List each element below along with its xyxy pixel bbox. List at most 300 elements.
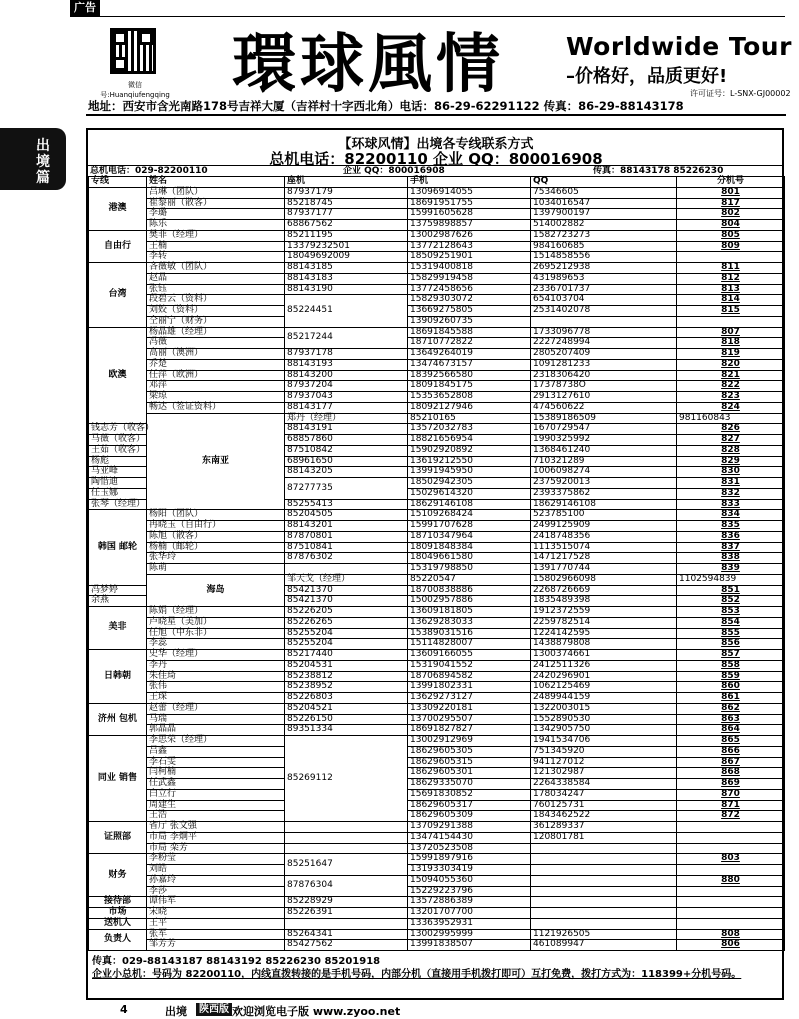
name-cell: 张伟: [147, 682, 285, 693]
table-row: [89, 187, 785, 198]
table-row: [89, 220, 785, 231]
ext-cell: 830: [677, 467, 785, 478]
name-cell: 崔黎丽（散客）: [147, 198, 285, 209]
dept-cell: 财务: [89, 854, 147, 897]
ext-cell: 855: [677, 628, 785, 639]
name-cell: 吝薇敏（团队）: [147, 263, 285, 274]
name-cell: 郑丹（经理）: [285, 413, 408, 424]
seat-cell: 85251647: [285, 854, 408, 876]
mobile-cell: 15002957886: [408, 596, 531, 607]
mobile-cell: 15319041552: [408, 660, 531, 671]
name-cell: 樊菲（经理）: [147, 230, 285, 241]
qq-cell: 17378738O: [531, 381, 677, 392]
ext-cell: 833: [677, 499, 785, 510]
qq-cell: 523785100: [531, 510, 677, 521]
seat-cell: 85211195: [285, 230, 408, 241]
name-cell: 高丽（澳洲）: [147, 349, 285, 360]
address-rule: [86, 114, 786, 116]
ext-cell: 860: [677, 682, 785, 693]
ext-cell: 805: [677, 230, 785, 241]
qq-cell: 1912372559: [531, 607, 677, 618]
seat-cell: 87870801: [285, 531, 408, 542]
name-cell: 王琛: [147, 693, 285, 704]
dept-cell: 自由行: [89, 230, 147, 262]
table-row: [89, 370, 785, 381]
seat-cell: 68857860: [285, 435, 408, 446]
table-row: [89, 714, 785, 725]
mobile-cell: 15229223796: [408, 886, 531, 897]
name-cell: 冯薇: [147, 338, 285, 349]
qq-cell: 981160843: [677, 413, 785, 424]
qq-cell: 2264338584: [531, 779, 677, 790]
mobile-cell: 18629605305: [408, 746, 531, 757]
seat-cell: 88143205: [285, 467, 408, 478]
seat-cell: 18049692009: [285, 252, 408, 263]
info-phone: 总机电话：029-82200110: [90, 166, 208, 176]
qq-cell: 121302987: [531, 768, 677, 779]
mobile-cell: 18092127946: [408, 402, 531, 413]
seat-cell: 13379232501: [285, 241, 408, 252]
seat-cell: 85210165: [408, 413, 531, 424]
table-title: 【环球风情】出境各专线联系方式: [338, 137, 534, 152]
table-row: [89, 660, 785, 671]
name-cell: 李蕊: [147, 639, 285, 650]
name-cell: 李思荣（经理）: [147, 736, 285, 747]
qq-cell: 1121926505: [531, 929, 677, 940]
name-cell: 仝丽宁（财务）: [147, 316, 285, 327]
dept-cell: 同业 销售: [89, 736, 147, 822]
name-cell: 冉晓玉（自由行）: [147, 521, 285, 532]
mobile-cell: 13096914055: [408, 187, 531, 198]
ext-cell: 822: [677, 381, 785, 392]
table-header-row: [89, 177, 785, 188]
name-cell: 朱佳琦: [147, 671, 285, 682]
qq-cell: [531, 918, 677, 929]
col-qq: QQ: [531, 177, 677, 188]
ext-cell: 857: [677, 650, 785, 661]
mobile-cell: 13002987626: [408, 230, 531, 241]
table-row: [89, 811, 785, 822]
seat-cell: 85218745: [285, 198, 408, 209]
seat-cell: 85421370: [285, 596, 408, 607]
name-cell: 任武鑫: [147, 779, 285, 790]
qq-cell: 1397900197: [531, 209, 677, 220]
dept-cell: 韩国 邮轮: [89, 510, 147, 585]
qq-cell: 1835489398: [531, 596, 677, 607]
qq-cell: 2268726669: [531, 585, 677, 596]
name-cell: 张华玲: [147, 553, 285, 564]
ext-cell: 821: [677, 370, 785, 381]
table-row: [89, 273, 785, 284]
seat-cell: 85204531: [285, 660, 408, 671]
table-row: [89, 736, 785, 747]
table-row: [89, 757, 785, 768]
ext-cell: 837: [677, 542, 785, 553]
name-cell: 史华（经理）: [147, 650, 285, 661]
qr-caption: 微信号:Huanqiufengqing: [100, 81, 170, 99]
seat-cell: 88143190: [285, 284, 408, 295]
ext-cell: 871: [677, 800, 785, 811]
mobile-cell: 15902920892: [408, 445, 531, 456]
table-row: [89, 349, 785, 360]
ext-cell: 803: [677, 854, 785, 865]
qq-cell: 1733096778: [531, 327, 677, 338]
mobile-cell: 13991945950: [408, 467, 531, 478]
mobile-cell: 13772128643: [408, 241, 531, 252]
mobile-cell: 15389031516: [408, 628, 531, 639]
name-cell: 余燕: [89, 596, 147, 607]
qq-cell: [531, 865, 677, 876]
name-cell: 刘姣（资料）: [147, 306, 285, 317]
mobile-cell: 18710347964: [408, 531, 531, 542]
seat-cell: 87937204: [285, 381, 408, 392]
name-cell: 陈萌: [147, 564, 285, 575]
qq-cell: 2412511326: [531, 660, 677, 671]
mobile-cell: 15319400818: [408, 263, 531, 274]
ext-cell: 854: [677, 617, 785, 628]
name-cell: 刘皓: [147, 865, 285, 876]
table-row: [89, 617, 785, 628]
qq-cell: 120801781: [531, 832, 677, 843]
table-row: [89, 639, 785, 650]
ext-cell: [677, 886, 785, 897]
name-cell: 冯梦婷: [89, 585, 147, 596]
qq-cell: 941127012: [531, 757, 677, 768]
name-cell: 任玉娜: [89, 488, 147, 499]
ext-cell: [677, 865, 785, 876]
qq-cell: 654103704: [531, 295, 677, 306]
ext-cell: 812: [677, 273, 785, 284]
dept-cell: 欧澳: [89, 327, 147, 424]
mobile-cell: 18821656954: [408, 435, 531, 446]
qq-cell: 751345920: [531, 746, 677, 757]
ext-cell: 880: [677, 875, 785, 886]
mobile-cell: 13991802331: [408, 682, 531, 693]
table-row: [89, 768, 785, 779]
ext-cell: [677, 918, 785, 929]
table-row: [89, 263, 785, 274]
name-cell: 邹天戈（经理）: [285, 574, 408, 585]
dept-cell: 接待部: [89, 897, 147, 908]
mobile-cell: 15389186509: [531, 413, 677, 424]
name-cell: 马薇（收客）: [89, 435, 147, 446]
seat-cell: 85238812: [285, 671, 408, 682]
table-row: [89, 897, 785, 908]
name-cell: 陈娟（经理）: [147, 607, 285, 618]
name-cell: 杨楠（邮轮）: [147, 542, 285, 553]
seat-cell: [285, 832, 408, 843]
mobile-cell: 18091845175: [408, 381, 531, 392]
ext-cell: 818: [677, 338, 785, 349]
table-row: [89, 209, 785, 220]
seat-cell: 88143193: [285, 359, 408, 370]
table-row: [89, 779, 785, 790]
qq-cell: 75346605: [531, 187, 677, 198]
ext-cell: 832: [677, 488, 785, 499]
seat-cell: 87937179: [285, 187, 408, 198]
table-row: [89, 402, 785, 413]
mobile-cell: 13572032783: [408, 424, 531, 435]
seat-cell: 88143191: [285, 424, 408, 435]
qq-cell: 1990325992: [531, 435, 677, 446]
name-cell: 市局 李炯平: [147, 832, 285, 843]
name-cell: 杨彪: [89, 456, 147, 467]
table-row: [89, 241, 785, 252]
table-row: [89, 564, 785, 575]
mobile-cell: 15691830852: [408, 789, 531, 800]
mobile-cell: 13002995999: [408, 929, 531, 940]
name-cell: 李莎: [147, 886, 285, 897]
mobile-cell: 13609166055: [408, 650, 531, 661]
table-row: [89, 875, 785, 886]
mobile-cell: 15109268424: [408, 510, 531, 521]
contact-table: [88, 176, 785, 951]
ext-cell: [677, 908, 785, 919]
ext-cell: 872: [677, 811, 785, 822]
table-row: [89, 327, 785, 338]
table-row: [89, 295, 785, 306]
ext-cell: [677, 843, 785, 854]
name-cell: 省厅 张文强: [147, 822, 285, 833]
dept-cell: 负责人: [89, 929, 147, 951]
mobile-cell: 13309220181: [408, 703, 531, 714]
seat-cell: 85217244: [285, 327, 408, 349]
mobile-cell: 18700838886: [408, 585, 531, 596]
seat-cell: 89351334: [285, 725, 408, 736]
ext-cell: [677, 832, 785, 843]
mobile-cell: 13649264019: [408, 349, 531, 360]
ext-cell: 817: [677, 198, 785, 209]
qq-cell: 2913127610: [531, 392, 677, 403]
ext-cell: 829: [677, 456, 785, 467]
name-cell: 段碧云（资料）: [147, 295, 285, 306]
seat-cell: 87937043: [285, 392, 408, 403]
seat-cell: 88143201: [285, 521, 408, 532]
qq-cell: [531, 843, 677, 854]
dept-cell: 台湾: [89, 263, 147, 328]
mobile-cell: 15029614320: [408, 488, 531, 499]
table-subtitle: 总机电话：82200110 企业 QQ：800016908: [269, 150, 603, 168]
name-cell: 畅达（签证资料）: [147, 402, 285, 413]
ext-cell: 811: [677, 263, 785, 274]
qq-cell: 2375920013: [531, 478, 677, 489]
seat-cell: 87937177: [285, 209, 408, 220]
mobile-cell: 13909260735: [408, 316, 531, 327]
name-cell: 杨阳（团队）: [147, 510, 285, 521]
name-cell: 张军: [147, 929, 285, 940]
table-row: [89, 703, 785, 714]
seat-cell: 68867562: [285, 220, 408, 231]
ext-cell: [677, 316, 785, 327]
table-row: [89, 553, 785, 564]
ext-cell: 836: [677, 531, 785, 542]
qq-cell: 2531402078: [531, 306, 677, 317]
name-cell: 任萍（欧洲）: [147, 370, 285, 381]
seat-cell: 87277735: [285, 478, 408, 500]
qq-cell: [531, 854, 677, 865]
seat-cell: 85255204: [285, 639, 408, 650]
ext-cell: [677, 252, 785, 263]
mobile-cell: 15991707628: [408, 521, 531, 532]
ext-cell: 834: [677, 510, 785, 521]
seat-cell: 85224451: [285, 295, 408, 327]
qq-cell: 178034247: [531, 789, 677, 800]
seat-cell: [285, 843, 408, 854]
table-row: [89, 413, 785, 424]
name-cell: 李粉莹: [147, 854, 285, 865]
qq-cell: [531, 875, 677, 886]
dept-cell: 海岛: [147, 574, 285, 606]
dept-cell: 日韩朝: [89, 650, 147, 704]
dept-cell: 东南亚: [147, 413, 285, 510]
seat-cell: 85204521: [285, 703, 408, 714]
seat-cell: 85226265: [285, 617, 408, 628]
seat-cell: 68961650: [285, 456, 408, 467]
qq-cell: 2489944159: [531, 693, 677, 704]
mobile-cell: 18629605317: [408, 800, 531, 811]
name-cell: 邓萍: [147, 381, 285, 392]
info-qq: 企业 QQ：800016908: [343, 166, 445, 176]
mobile-cell: 15991897916: [408, 854, 531, 865]
ext-cell: 851: [677, 585, 785, 596]
table-row: [89, 682, 785, 693]
seat-cell: 85220547: [408, 574, 531, 585]
seat-cell: 87876304: [285, 875, 408, 897]
table-row: [89, 725, 785, 736]
qq-cell: 1670729547: [531, 424, 677, 435]
qq-cell: 2805207409: [531, 349, 677, 360]
name-cell: 张钰: [147, 284, 285, 295]
qq-cell: 1438879808: [531, 639, 677, 650]
col-ext: 分机号: [677, 177, 785, 188]
ext-cell: 867: [677, 757, 785, 768]
name-cell: 任旭（中东非）: [147, 628, 285, 639]
name-cell: 白立行: [147, 789, 285, 800]
name-cell: 宋晓: [147, 908, 285, 919]
mobile-cell: 13669275805: [408, 306, 531, 317]
mobile-cell: 15114828007: [408, 639, 531, 650]
table-row: [89, 542, 785, 553]
qq-cell: 1582723273: [531, 230, 677, 241]
mobile-cell: 18502942305: [408, 478, 531, 489]
seat-cell: 87510842: [285, 445, 408, 456]
ext-cell: 824: [677, 402, 785, 413]
name-cell: 梁琼: [147, 392, 285, 403]
ext-cell: 827: [677, 435, 785, 446]
ext-cell: 814: [677, 295, 785, 306]
table-row: [89, 381, 785, 392]
name-cell: 王楠: [147, 241, 285, 252]
table-row: [89, 230, 785, 241]
qq-cell: 1300374661: [531, 650, 677, 661]
name-cell: 邹芳芳: [147, 940, 285, 951]
mobile-cell: 18392566580: [408, 370, 531, 381]
seat-cell: 85238952: [285, 682, 408, 693]
mobile-cell: 13629283033: [408, 617, 531, 628]
qq-cell: 1342905750: [531, 725, 677, 736]
name-cell: 钱志芳（收客）: [89, 424, 147, 435]
mobile-cell: 13619212550: [408, 456, 531, 467]
qq-cell: 18629146108: [531, 499, 677, 510]
qq-cell: [531, 886, 677, 897]
dept-cell: 证照部: [89, 822, 147, 854]
mobile-cell: 15802966098: [531, 574, 677, 585]
qq-cell: 1322003015: [531, 703, 677, 714]
name-cell: 马瑞: [147, 714, 285, 725]
mobile-cell: 13609181805: [408, 607, 531, 618]
table-row: [89, 628, 785, 639]
col-dept: 专线: [89, 177, 147, 188]
mobile-cell: 15829303072: [408, 295, 531, 306]
table-row: [89, 198, 785, 209]
name-cell: 杨晶雄（经理）: [147, 327, 285, 338]
table-row: [89, 800, 785, 811]
ext-cell: 801: [677, 187, 785, 198]
qq-cell: 1062125469: [531, 682, 677, 693]
table-row: [89, 832, 785, 843]
name-cell: 吕琳（团队）: [147, 187, 285, 198]
ext-cell: 856: [677, 639, 785, 650]
qq-cell: 2318306420: [531, 370, 677, 381]
license-number: 许可证号：L-SNX-GJ00002: [690, 89, 791, 98]
ext-cell: 826: [677, 424, 785, 435]
ext-cell: 804: [677, 220, 785, 231]
ext-cell: 828: [677, 445, 785, 456]
ext-cell: 869: [677, 779, 785, 790]
qq-cell: 2336701737: [531, 284, 677, 295]
name-cell: 王浩: [147, 811, 285, 822]
address: 地址：西安市含光南路178号吉祥大厦（吉祥村十字西北角）电话：86-29-62291122 传真：86-29-88143178: [88, 99, 684, 113]
ext-cell: 865: [677, 736, 785, 747]
table-row: [89, 918, 785, 929]
qq-cell: 760125731: [531, 800, 677, 811]
ext-cell: 802: [677, 209, 785, 220]
ext-cell: 831: [677, 478, 785, 489]
name-cell: 李璐: [147, 209, 285, 220]
mobile-cell: 13991838507: [408, 940, 531, 951]
ext-cell: 807: [677, 327, 785, 338]
mobile-cell: 18629605309: [408, 811, 531, 822]
mobile-cell: 18691827827: [408, 725, 531, 736]
name-cell: 赵蕾（经理）: [147, 703, 285, 714]
ext-cell: 858: [677, 660, 785, 671]
seat-cell: 85226150: [285, 714, 408, 725]
name-cell: 周建生: [147, 800, 285, 811]
qq-cell: 1091281233: [531, 359, 677, 370]
mobile-cell: 13002912969: [408, 736, 531, 747]
mobile-cell: 13700295507: [408, 714, 531, 725]
page-number: 4: [120, 1003, 128, 1016]
name-cell: 李转: [147, 252, 285, 263]
seat-cell: 85255204: [285, 628, 408, 639]
table-row: [89, 843, 785, 854]
ext-cell: 809: [677, 241, 785, 252]
name-cell: 王茹（收客）: [89, 445, 147, 456]
ext-cell: [677, 897, 785, 908]
footer-fax: 传真：029-88143187 88143192 85226230 85201918: [92, 956, 381, 967]
qq-cell: 1102594839: [677, 574, 785, 585]
top-rule: [70, 16, 785, 17]
mobile-cell: 18629335070: [408, 779, 531, 790]
ext-cell: 866: [677, 746, 785, 757]
seat-cell: 85255413: [285, 499, 408, 510]
table-row: [89, 865, 785, 876]
mobile-cell: 18691951755: [408, 198, 531, 209]
ext-cell: 835: [677, 521, 785, 532]
mobile-cell: 18091848384: [408, 542, 531, 553]
dept-cell: 送机人: [89, 918, 147, 929]
mobile-cell: 13772458656: [408, 284, 531, 295]
